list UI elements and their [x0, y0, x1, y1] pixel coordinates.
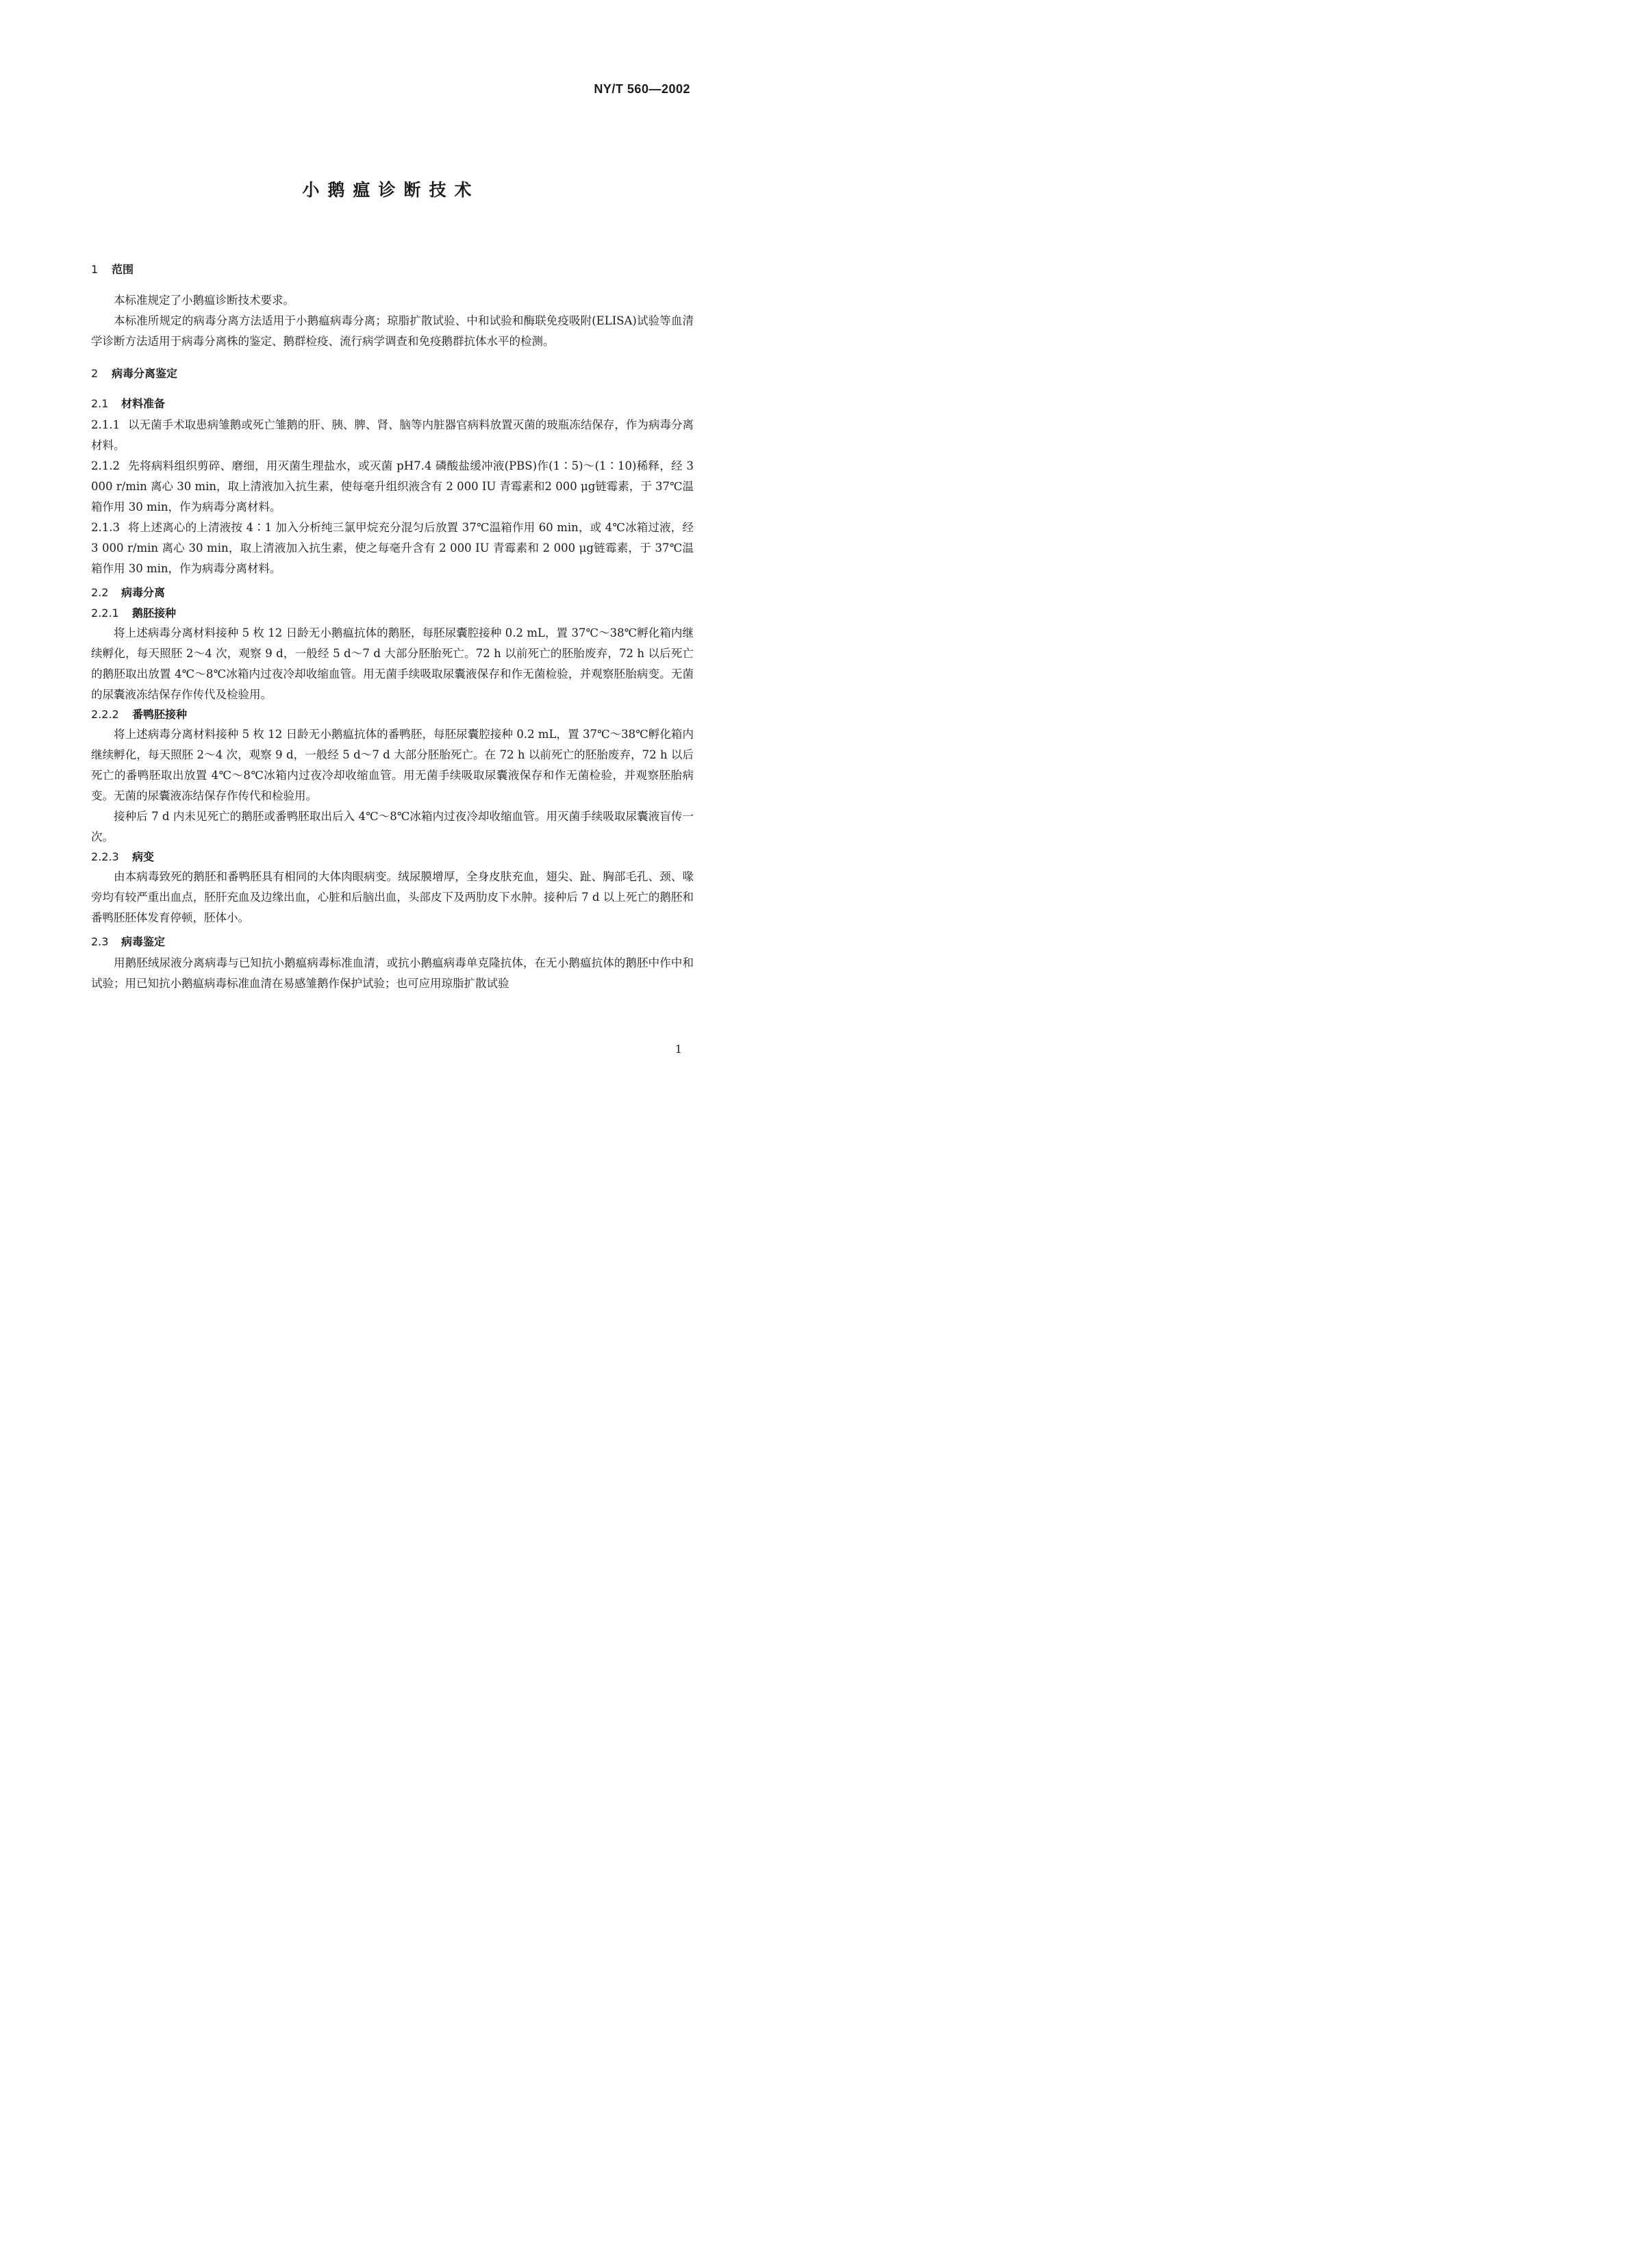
section-heading-2-2: [91, 583, 694, 602]
page-number: 1: [674, 1043, 682, 1056]
clause-number: 2.1.2: [91, 459, 120, 472]
section-number: 2.2: [91, 586, 109, 599]
clause-2-1-2: [91, 456, 694, 518]
clause-text: 以无菌手术取患病雏鹅或死亡雏鹅的肝、胰、脾、肾、脑等内脏器官病料放置灭菌的玻瓶冻结保存，作为病毒分离材料。: [91, 418, 694, 452]
standard-code: NY/T 560—2002: [594, 82, 690, 96]
section-heading-2-2-2: [91, 705, 694, 724]
document-page: [0, 0, 782, 1090]
section-heading-2-3: [91, 932, 694, 952]
section-heading-1: [91, 260, 694, 279]
section-title: 病变: [132, 850, 155, 863]
section-heading-2-1: [91, 394, 694, 413]
clause-number: 2.1.1: [91, 418, 120, 431]
section-heading-2: [91, 364, 694, 383]
section-heading-2-2-1: [91, 604, 694, 623]
clause-text: 将上述离心的上清液按 4∶1 加入分析纯三氯甲烷充分混匀后放置 37℃温箱作用 60 min，或 4℃冰箱过液，经 3 000 r/min 离心 30 min，取上清液加入抗生素，使之每毫升含有 2 000 IU 青霉素和 2 000 μg链霉素，于 37℃温箱作用 30 min，作为病毒分离材料。: [91, 521, 694, 575]
clause-2-1-3: [91, 518, 694, 579]
section-title: 鹅胚接种: [132, 607, 177, 620]
paragraph: 接种后 7 d 内未见死亡的鹅胚或番鸭胚取出后入 4℃～8℃冰箱内过夜冷却收缩血管。用灭菌手续吸取尿囊液盲传一次。: [91, 810, 694, 843]
section-title: 病毒分离: [121, 586, 166, 599]
section-heading-2-2-3: [91, 848, 694, 867]
clause-text: 先将病料组织剪碎、磨细，用灭菌生理盐水，或灭菌 pH7.4 磷酸盐缓冲液(PBS)作(1∶5)～(1∶10)稀释，经 3 000 r/min 离心 30 min，取上清液加入抗生素，使每毫升组织液含有 2 000 IU 青霉素和2 000 μg链霉素，于 37℃温箱作用 30 min，作为病毒分离材料。: [91, 459, 694, 513]
section-number: 1: [91, 263, 99, 276]
section-number: 2.2.2: [91, 708, 119, 721]
clause-number: 2.1.3: [91, 521, 120, 534]
section-number: 2.3: [91, 935, 109, 948]
section-title: 病毒分离鉴定: [112, 367, 178, 380]
paragraph: 由本病毒致死的鹅胚和番鸭胚具有相同的大体肉眼病变。绒尿膜增厚，全身皮肤充血，翅尖、趾、胸部毛孔、颈、喙旁均有较严重出血点，胚肝充血及边缘出血，心脏和后脑出血，头部皮下及两肋皮下水肿。接种后 7 d 以上死亡的鹅胚和番鸭胚胚体发育停顿，胚体小。: [91, 870, 694, 924]
clause-2-1-1: [91, 415, 694, 456]
paragraph: 将上述病毒分离材料接种 5 枚 12 日龄无小鹅瘟抗体的番鸭胚，每胚尿囊腔接种 0.2 mL，置 37℃～38℃孵化箱内继续孵化，每天照胚 2～4 次，观察 9 d，一般经 5 d～7 d 大部分胚胎死亡。在 72 h 以前死亡的胚胎废弃，72 h 以后死亡的番鸭胚取出放置 4℃～8℃冰箱内过夜冷却收缩血管。用无菌手续吸取尿囊液保存和作无菌检验，并观察胚胎病变。无菌的尿囊液冻结保存作传代和检验用。: [91, 728, 694, 802]
section-number: 2: [91, 367, 99, 380]
paragraph: 将上述病毒分离材料接种 5 枚 12 日龄无小鹅瘟抗体的鹅胚，每胚尿囊腔接种 0.2 mL，置 37℃～38℃孵化箱内继续孵化，每天照胚 2～4 次，观察 9 d，一般经 5 d～7 d 大部分胚胎死亡。72 h 以前死亡的胚胎废弃，72 h 以后死亡的鹅胚取出放置 4℃～8℃冰箱内过夜冷却收缩血管。用无菌手续吸取尿囊液保存和作无菌检验，并观察胚胎病变。无菌的尿囊液冻结保存作传代及检验用。: [91, 626, 694, 701]
section-number: 2.2.1: [91, 607, 119, 620]
paragraph: 本标准规定了小鹅瘟诊断技术要求。: [114, 294, 294, 307]
document-body: [91, 252, 694, 994]
section-title: 范围: [112, 263, 134, 276]
section-title: 材料准备: [121, 397, 166, 410]
section-title: 病毒鉴定: [121, 935, 166, 948]
paragraph: 用鹅胚绒尿液分离病毒与已知抗小鹅瘟病毒标准血清，或抗小鹅瘟病毒单克隆抗体，在无小鹅瘟抗体的鹅胚中作中和试验；用已知抗小鹅瘟病毒标准血清在易感雏鹅作保护试验；也可应用琼脂扩散试验: [91, 956, 694, 990]
section-number: 2.1: [91, 397, 109, 410]
section-title: 番鸭胚接种: [132, 708, 188, 721]
paragraph: 本标准所规定的病毒分离方法适用于小鹅瘟病毒分离；琼脂扩散试验、中和试验和酶联免疫吸附(ELISA)试验等血清学诊断方法适用于病毒分离株的鉴定、鹅群检疫、流行病学调查和免疫鹅群抗体水平的检测。: [91, 314, 694, 348]
document-title: 小鹅瘟诊断技术: [302, 180, 480, 200]
section-number: 2.2.3: [91, 850, 119, 863]
